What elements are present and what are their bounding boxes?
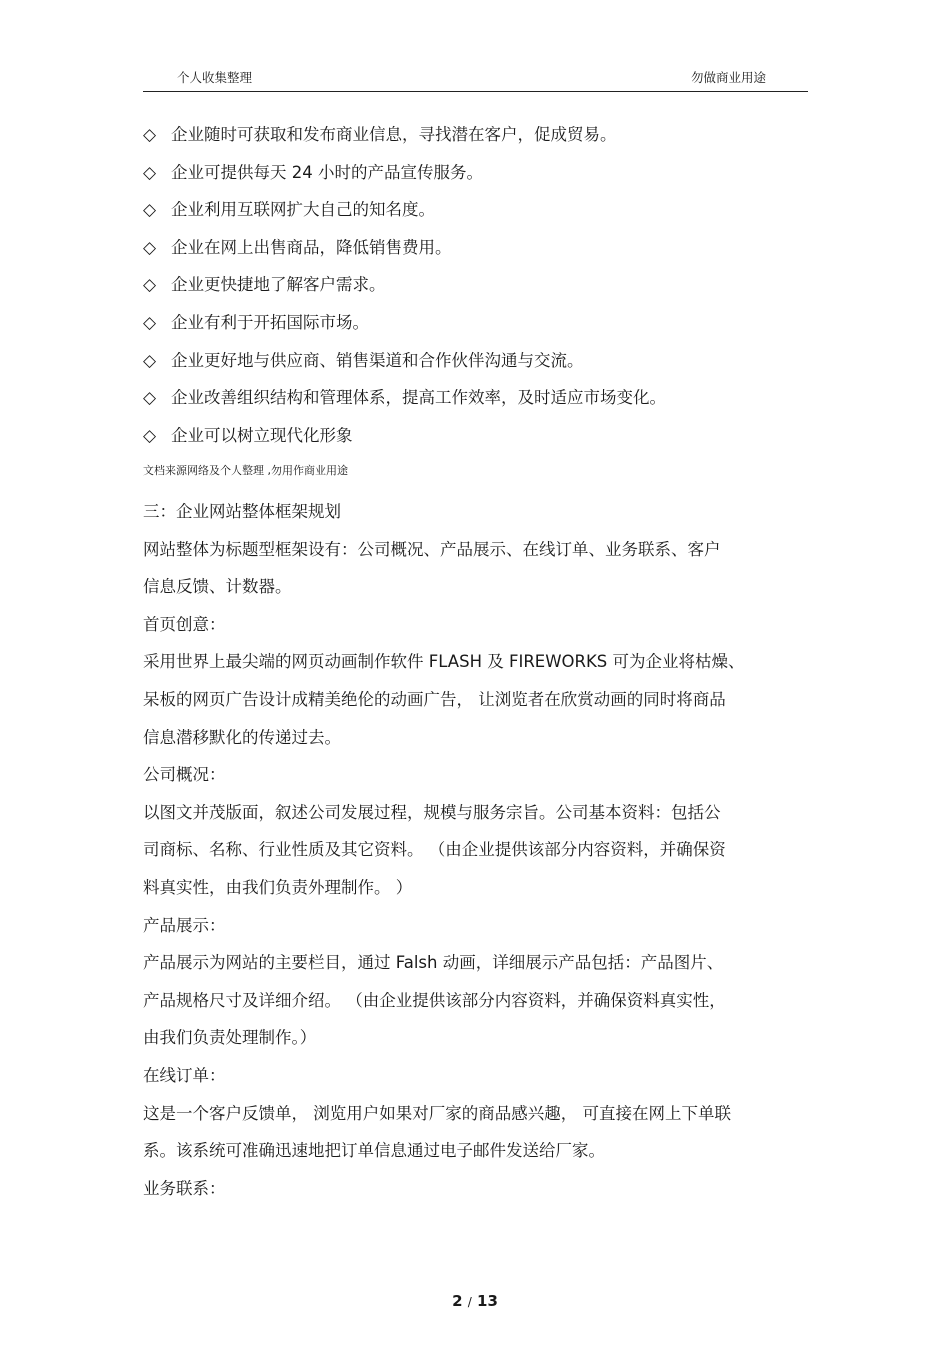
paragraph-line: 料真实性，由我们负责外理制作。 ） bbox=[143, 877, 413, 897]
list-item-text: 企业有利于开拓国际市场。 bbox=[171, 312, 369, 332]
list-item bbox=[143, 383, 666, 421]
list-item-text: 企业利用互联网扩大自己的知名度。 bbox=[171, 200, 435, 220]
page-separator: / bbox=[467, 1295, 472, 1309]
page-header bbox=[143, 64, 808, 92]
list-item-text: 企业更快捷地了解客户需求。 bbox=[171, 275, 386, 295]
source-note: 文档来源网络及个人整理 ,勿用作商业用途 bbox=[143, 464, 348, 477]
total-pages: 13 bbox=[477, 1292, 498, 1310]
paragraph-line: 系。该系统可准确迅速地把订单信息通过电子邮件发送给厂家。 bbox=[143, 1141, 605, 1161]
subsection-heading: 在线订单： bbox=[143, 1065, 226, 1085]
paragraph-line: 网站整体为标题型框架设有：公司概况、产品展示、在线订单、业务联系、客户 bbox=[143, 539, 721, 559]
list-item bbox=[143, 233, 666, 271]
diamond-bullet-icon: ◇ bbox=[143, 237, 157, 258]
paragraph-line: 这是一个客户反馈单， 浏览用户如果对厂家的商品感兴趣， 可直接在网上下单联 bbox=[143, 1103, 731, 1123]
list-item-text: 企业可以树立现代化形象 bbox=[171, 425, 353, 445]
body-content bbox=[143, 493, 808, 1207]
subsection-heading: 业务联系： bbox=[143, 1178, 226, 1198]
paragraph-line: 由我们负责处理制作。） bbox=[143, 1028, 317, 1048]
diamond-bullet-icon: ◇ bbox=[143, 312, 157, 333]
paragraph-line: 司商标、名称、行业性质及其它资料。 （由企业提供该部分内容资料，并确保资 bbox=[143, 840, 726, 860]
paragraph-line: 采用世界上最尖端的网页动画制作软件 FLASH 及 FIREWORKS 可为企业将枯燥、 bbox=[143, 652, 745, 672]
header-right-text: 勿做商业用途 bbox=[690, 70, 766, 85]
list-item bbox=[143, 308, 666, 346]
paragraph-line: 以图文并茂版面，叙述公司发展过程，规模与服务宗旨。公司基本资料：包括公 bbox=[143, 802, 721, 822]
diamond-bullet-icon: ◇ bbox=[143, 125, 157, 145]
subsection-heading: 产品展示： bbox=[143, 915, 226, 935]
diamond-bullet-icon: ◇ bbox=[143, 200, 157, 221]
list-item bbox=[143, 195, 666, 233]
list-item-text: 企业随时可获取和发布商业信息，寻找潜在客户，促成贸易。 bbox=[171, 125, 617, 144]
paragraph-line: 产品展示为网站的主要栏目，通过 Falsh 动画，详细展示产品包括：产品图片、 bbox=[143, 953, 724, 973]
diamond-bullet-icon: ◇ bbox=[143, 275, 157, 296]
list-item bbox=[143, 270, 666, 308]
diamond-bullet-icon: ◇ bbox=[143, 425, 157, 446]
diamond-bullet-icon: ◇ bbox=[143, 388, 157, 409]
section-heading: 三：企业网站整体框架规划 bbox=[143, 502, 341, 521]
header-left-text: 个人收集整理 bbox=[177, 70, 253, 85]
benefit-list bbox=[143, 120, 666, 458]
subsection-heading: 公司概况： bbox=[143, 765, 226, 785]
list-item-text: 企业更好地与供应商、销售渠道和合作伙伴沟通与交流。 bbox=[171, 350, 584, 370]
current-page: 2 bbox=[452, 1292, 463, 1310]
list-item-text: 企业改善组织结构和管理体系，提高工作效率，及时适应市场变化。 bbox=[171, 388, 666, 408]
list-item bbox=[143, 346, 666, 384]
paragraph-line: 呆板的网页广告设计成精美绝伦的动画广告， 让浏览者在欣赏动画的同时将商品 bbox=[143, 689, 726, 709]
list-item bbox=[143, 120, 666, 158]
list-item bbox=[143, 158, 666, 196]
list-item bbox=[143, 421, 666, 459]
page-number bbox=[0, 1292, 950, 1310]
diamond-bullet-icon: ◇ bbox=[143, 162, 157, 183]
list-item-text: 企业在网上出售商品，降低销售费用。 bbox=[171, 237, 452, 257]
list-item-text: 企业可提供每天 24 小时的产品宣传服务。 bbox=[171, 162, 483, 182]
paragraph-line: 信息潜移默化的传递过去。 bbox=[143, 727, 341, 747]
paragraph-line: 产品规格尺寸及详细介绍。 （由企业提供该部分内容资料，并确保资料真实性， bbox=[143, 990, 726, 1010]
diamond-bullet-icon: ◇ bbox=[143, 350, 157, 371]
subsection-heading: 首页创意： bbox=[143, 614, 226, 634]
paragraph-line: 信息反馈、计数器。 bbox=[143, 577, 292, 597]
